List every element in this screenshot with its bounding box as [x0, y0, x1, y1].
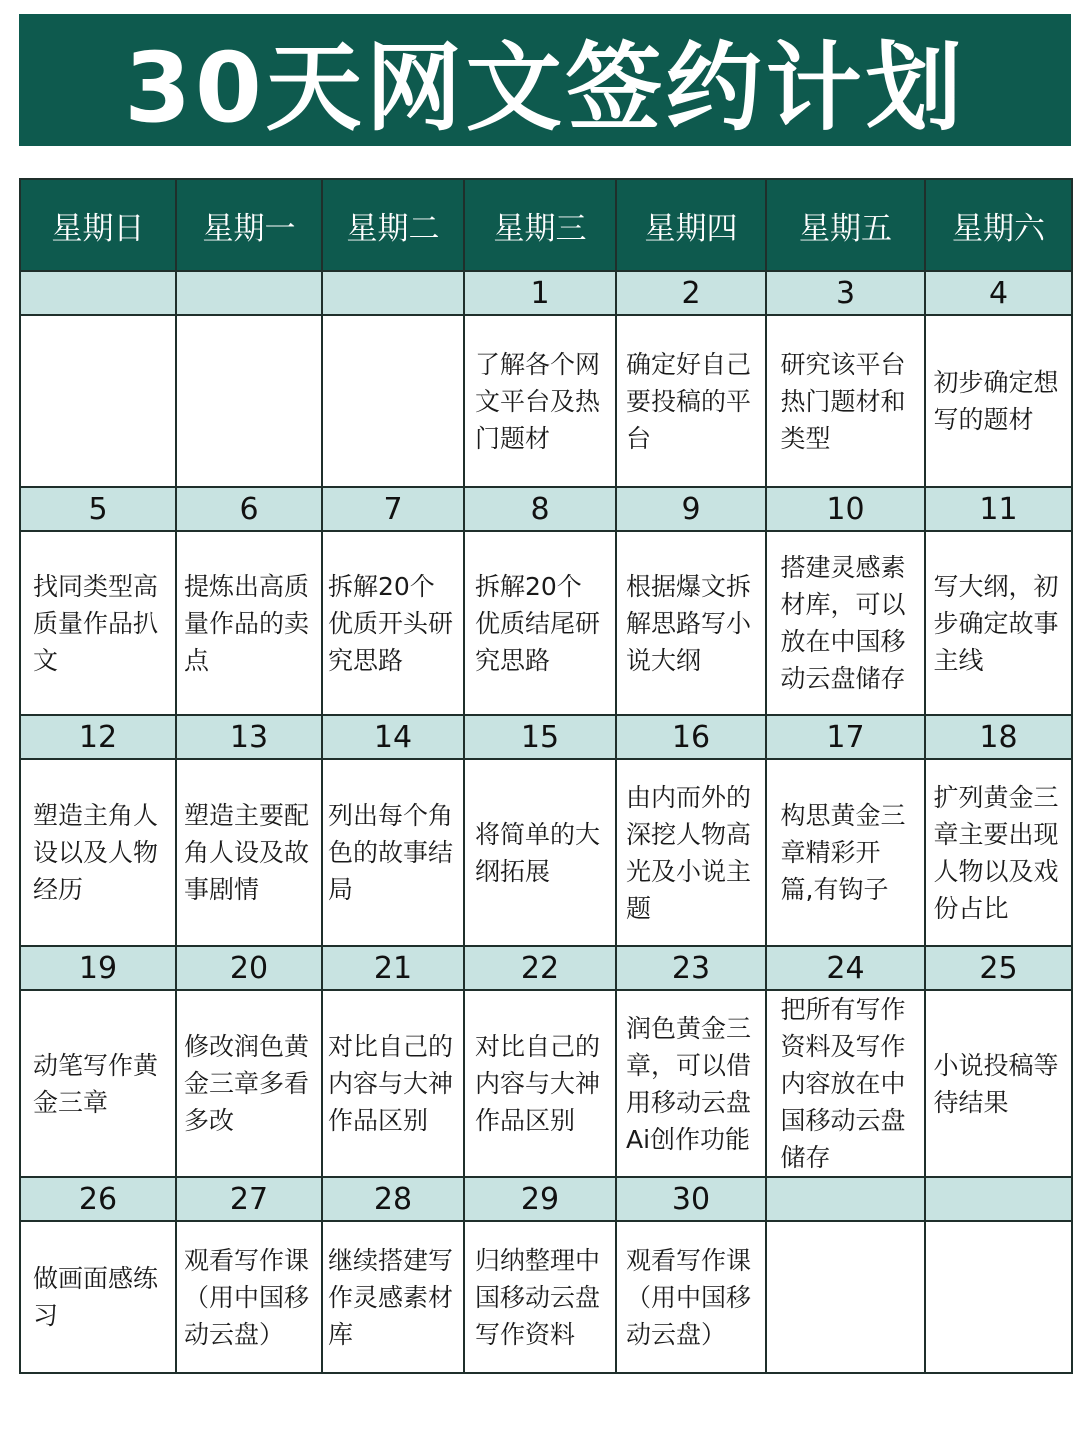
task-cell: [464, 990, 616, 1177]
date-number: 21: [322, 946, 464, 990]
date-number: 2: [616, 271, 766, 315]
task-text: 小说投稿等待结果: [933, 1050, 1059, 1117]
task-cell: [464, 315, 616, 487]
date-number: 12: [20, 715, 176, 759]
task-row: [20, 759, 1072, 946]
date-number: 13: [176, 715, 322, 759]
task-cell: [322, 990, 464, 1177]
task-text: 列出每个角色的故事结局: [328, 801, 454, 904]
page-title: 30天网文签约计划: [19, 14, 1071, 146]
date-number: 16: [616, 715, 766, 759]
date-number: [925, 1177, 1072, 1221]
task-cell: [464, 1221, 616, 1373]
date-number: 27: [176, 1177, 322, 1221]
date-row: [20, 487, 1072, 531]
task-cell: [322, 759, 464, 946]
task-cell: [925, 759, 1072, 946]
task-cell: [616, 759, 766, 946]
task-text: 对比自己的内容与大神作品区别: [328, 1032, 454, 1135]
weekday-saturday: 星期六: [925, 179, 1072, 271]
date-number: 28: [322, 1177, 464, 1221]
task-row: [20, 531, 1072, 715]
task-cell: [176, 1221, 322, 1373]
date-number: 4: [925, 271, 1072, 315]
calendar-table: [19, 178, 1073, 1374]
date-number: 22: [464, 946, 616, 990]
date-row: [20, 271, 1072, 315]
date-number: 7: [322, 487, 464, 531]
task-text: 确定好自己要投稿的平台: [626, 349, 752, 453]
task-row: [20, 1221, 1072, 1373]
date-number: 9: [616, 487, 766, 531]
task-text: 修改润色黄金三章多看多改: [184, 1032, 310, 1135]
task-text: 归纳整理中国移动云盘写作资料: [475, 1245, 601, 1349]
task-cell: [20, 759, 176, 946]
task-text: 写大纲，初步确定故事主线: [933, 571, 1059, 675]
task-cell: [20, 531, 176, 715]
date-number: 15: [464, 715, 616, 759]
task-text: 拆解20个优质开头研究思路: [328, 571, 454, 675]
task-text: 拆解20个优质结尾研究思路: [475, 571, 601, 675]
task-text: 将简单的大纲拓展: [475, 819, 601, 886]
weekday-tuesday: 星期二: [322, 179, 464, 271]
task-text: 把所有写作资料及写作内容放在中国移动云盘储存: [780, 995, 906, 1172]
task-cell: [20, 1221, 176, 1373]
task-cell: [20, 315, 176, 487]
date-number: 8: [464, 487, 616, 531]
task-cell: [925, 1221, 1072, 1373]
task-cell: [925, 531, 1072, 715]
task-cell: [766, 315, 925, 487]
task-cell: [176, 759, 322, 946]
task-text: 塑造主角人设以及人物经历: [33, 801, 159, 904]
task-cell: [925, 315, 1072, 487]
date-number: [322, 271, 464, 315]
task-text: 继续搭建写作灵感素材库: [328, 1245, 454, 1349]
task-text: 润色黄金三章，可以借用移动云盘Ai创作功能: [626, 1013, 752, 1154]
task-cell: [20, 990, 176, 1177]
task-cell: [322, 531, 464, 715]
date-number: 19: [20, 946, 176, 990]
weekday-wednesday: 星期三: [464, 179, 616, 271]
task-cell: [766, 759, 925, 946]
task-cell: [616, 531, 766, 715]
date-number: [766, 1177, 925, 1221]
date-number: 11: [925, 487, 1072, 531]
task-cell: [464, 759, 616, 946]
date-number: 3: [766, 271, 925, 315]
task-text: 根据爆文拆解思路写小说大纲: [626, 571, 752, 675]
task-text: 由内而外的深挖人物高光及小说主题: [626, 782, 752, 923]
date-number: 6: [176, 487, 322, 531]
task-cell: [322, 1221, 464, 1373]
date-row: [20, 1177, 1072, 1221]
weekday-monday: 星期一: [176, 179, 322, 271]
task-cell: [766, 990, 925, 1177]
task-text: 做画面感练习: [33, 1264, 159, 1330]
task-text: 观看写作课（用中国移动云盘）: [626, 1245, 752, 1349]
weekday-friday: 星期五: [766, 179, 925, 271]
weekday-header-row: [20, 179, 1072, 271]
task-cell: [322, 315, 464, 487]
task-cell: [766, 1221, 925, 1373]
task-text: 搭建灵感素材库，可以放在中国移动云盘储存: [780, 553, 906, 693]
task-text: 观看写作课（用中国移动云盘）: [184, 1245, 310, 1349]
task-cell: [616, 1221, 766, 1373]
task-text: 动笔写作黄金三章: [33, 1050, 159, 1117]
date-number: 20: [176, 946, 322, 990]
task-row: [20, 990, 1072, 1177]
task-text: 扩列黄金三章主要出现人物以及戏份占比: [933, 782, 1059, 923]
task-text: 了解各个网文平台及热门题材: [475, 349, 601, 453]
date-number: 5: [20, 487, 176, 531]
date-number: 1: [464, 271, 616, 315]
date-number: 26: [20, 1177, 176, 1221]
date-number: 25: [925, 946, 1072, 990]
task-text: 构思黄金三章精彩开篇,有钩子: [780, 801, 906, 904]
task-cell: [616, 990, 766, 1177]
task-cell: [176, 315, 322, 487]
task-cell: [766, 531, 925, 715]
task-text: 初步确定想写的题材: [933, 368, 1059, 434]
weekday-thursday: 星期四: [616, 179, 766, 271]
date-number: 29: [464, 1177, 616, 1221]
task-cell: [925, 990, 1072, 1177]
task-text: 对比自己的内容与大神作品区别: [475, 1032, 601, 1135]
date-number: 17: [766, 715, 925, 759]
task-text: 找同类型高质量作品扒文: [33, 571, 159, 675]
weekday-sunday: 星期日: [20, 179, 176, 271]
date-number: [20, 271, 176, 315]
date-number: 14: [322, 715, 464, 759]
date-number: [176, 271, 322, 315]
task-text: 提炼出高质量作品的卖点: [184, 571, 310, 675]
date-number: 18: [925, 715, 1072, 759]
date-row: [20, 946, 1072, 990]
date-row: [20, 715, 1072, 759]
task-cell: [464, 531, 616, 715]
task-cell: [176, 531, 322, 715]
date-number: 24: [766, 946, 925, 990]
task-row: [20, 315, 1072, 487]
date-number: 10: [766, 487, 925, 531]
task-cell: [176, 990, 322, 1177]
task-text: 研究该平台热门题材和类型: [780, 349, 906, 453]
date-number: 30: [616, 1177, 766, 1221]
task-text: 塑造主要配角人设及故事剧情: [184, 801, 310, 904]
date-number: 23: [616, 946, 766, 990]
task-cell: [616, 315, 766, 487]
